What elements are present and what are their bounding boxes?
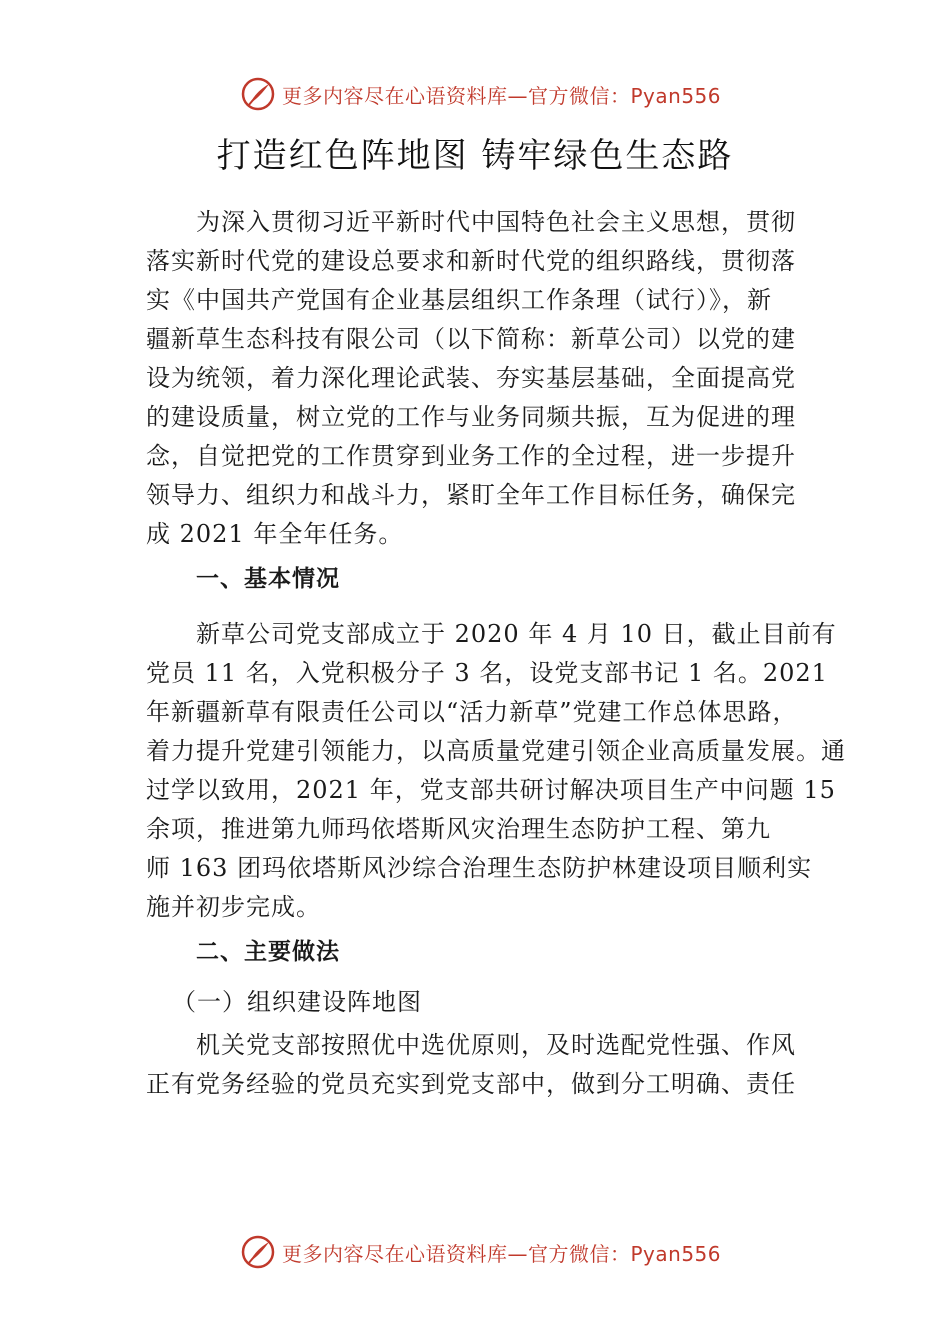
paragraph-line: 成 2021 年全年任务。 bbox=[146, 520, 404, 548]
quill-logo-icon bbox=[240, 76, 276, 112]
watermark-separator: — bbox=[507, 1241, 528, 1266]
paragraph-line: 新草公司党支部成立于 2020 年 4 月 10 日，截止目前有 bbox=[196, 620, 837, 648]
footer-watermark bbox=[240, 1232, 760, 1272]
section-heading-main-practices: 二、主要做法 bbox=[196, 939, 340, 965]
watermark-wechat-id: Pyan556 bbox=[630, 83, 722, 108]
paragraph-line: 余项，推进第九师玛依塔斯风灾治理生态防护工程、第九 bbox=[146, 815, 771, 843]
paragraph-line: 设为统领，着力深化理论武装、夯实基层基础，全面提高党 bbox=[146, 364, 796, 392]
paragraph-line: 着力提升党建引领能力，以高质量党建引领企业高质量发展。通 bbox=[146, 737, 846, 765]
quill-logo-icon bbox=[240, 1234, 276, 1270]
paragraph-line: 领导力、组织力和战斗力，紧盯全年工作目标任务，确保完 bbox=[146, 481, 796, 509]
section-heading-basic-info: 一、基本情况 bbox=[196, 566, 340, 592]
paragraph-line: 的建设质量，树立党的工作与业务同频共振，互为促进的理 bbox=[146, 403, 796, 431]
watermark-text bbox=[282, 1238, 721, 1267]
watermark-wechat-label: 官方微信： bbox=[528, 1241, 631, 1266]
watermark-site-text: 更多内容尽在心语资料库 bbox=[282, 1241, 508, 1266]
paragraph-line: 疆新草生态科技有限公司（以下简称：新草公司）以党的建 bbox=[146, 325, 796, 353]
watermark-wechat-label: 官方微信： bbox=[528, 83, 631, 108]
paragraph-line: 年新疆新草有限责任公司以“活力新草”党建工作总体思路， bbox=[146, 698, 798, 726]
watermark-separator: — bbox=[507, 83, 528, 108]
paragraph-line: 正有党务经验的党员充实到党支部中，做到分工明确、责任 bbox=[146, 1070, 796, 1098]
header-watermark bbox=[240, 74, 760, 114]
page-title: 打造红色阵地图 铸牢绿色生态路 bbox=[216, 136, 734, 176]
paragraph-line: 机关党支部按照优中选优原则，及时选配党性强、作风 bbox=[196, 1031, 796, 1059]
watermark-wechat-id: Pyan556 bbox=[630, 1241, 722, 1266]
paragraph-line: 为深入贯彻习近平新时代中国特色社会主义思想，贯彻 bbox=[196, 208, 796, 236]
paragraph-line: 施并初步完成。 bbox=[146, 893, 321, 921]
watermark-text bbox=[282, 80, 721, 109]
paragraph-line: 落实新时代党的建设总要求和新时代党的组织路线，贯彻落 bbox=[146, 247, 796, 275]
paragraph-line: 党员 11 名，入党积极分子 3 名，设党支部书记 1 名。2021 bbox=[146, 659, 828, 687]
paragraph-line: 过学以致用，2021 年，党支部共研讨解决项目生产中问题 15 bbox=[146, 776, 836, 804]
paragraph-line: 实《中国共产党国有企业基层组织工作条理（试行）》，新 bbox=[146, 286, 772, 314]
paragraph-line: 师 163 团玛依塔斯风沙综合治理生态防护林建设项目顺利实 bbox=[146, 854, 813, 882]
subsection-heading: （一）组织建设阵地图 bbox=[172, 988, 422, 1016]
paragraph-line: 念，自觉把党的工作贯穿到业务工作的全过程，进一步提升 bbox=[146, 442, 796, 470]
watermark-site-text: 更多内容尽在心语资料库 bbox=[282, 83, 508, 108]
